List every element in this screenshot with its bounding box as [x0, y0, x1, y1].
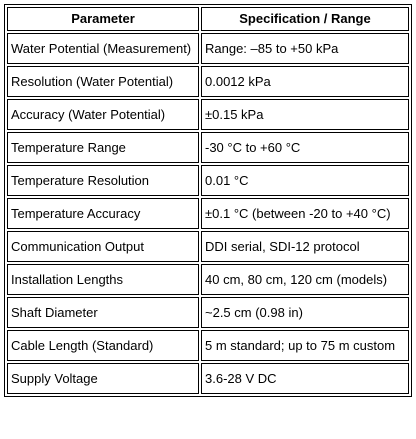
- spec-table-container: [4, 4, 412, 397]
- specification-cell: DDI serial, SDI-12 protocol: [201, 231, 409, 262]
- table-row: [7, 66, 409, 97]
- specification-cell: Range: –85 to +50 kPa: [201, 33, 409, 64]
- table-row: [7, 363, 409, 394]
- parameter-cell: Cable Length (Standard): [7, 330, 199, 361]
- specification-cell: 3.6-28 V DC: [201, 363, 409, 394]
- table-row: [7, 231, 409, 262]
- table-row: [7, 198, 409, 229]
- table-row: [7, 165, 409, 196]
- parameter-cell: Temperature Accuracy: [7, 198, 199, 229]
- parameter-cell: Temperature Resolution: [7, 165, 199, 196]
- specification-cell: 0.0012 kPa: [201, 66, 409, 97]
- table-header-row: [7, 7, 409, 31]
- parameter-cell: Supply Voltage: [7, 363, 199, 394]
- parameter-cell: Temperature Range: [7, 132, 199, 163]
- parameter-cell: Resolution (Water Potential): [7, 66, 199, 97]
- parameter-cell: Installation Lengths: [7, 264, 199, 295]
- table-row: [7, 297, 409, 328]
- spec-table: [5, 5, 411, 396]
- specification-cell: 5 m standard; up to 75 m custom: [201, 330, 409, 361]
- parameter-cell: Accuracy (Water Potential): [7, 99, 199, 130]
- parameter-cell: Water Potential (Measurement): [7, 33, 199, 64]
- specification-cell: 0.01 °C: [201, 165, 409, 196]
- table-row: [7, 99, 409, 130]
- parameter-cell: Shaft Diameter: [7, 297, 199, 328]
- header-parameter: Parameter: [7, 7, 199, 31]
- table-row: [7, 264, 409, 295]
- table-row: [7, 330, 409, 361]
- specification-cell: -30 °C to +60 °C: [201, 132, 409, 163]
- header-specification: Specification / Range: [201, 7, 409, 31]
- specification-cell: ~2.5 cm (0.98 in): [201, 297, 409, 328]
- table-row: [7, 33, 409, 64]
- table-row: [7, 132, 409, 163]
- specification-cell: ±0.15 kPa: [201, 99, 409, 130]
- specification-cell: ±0.1 °C (between -20 to +40 °C): [201, 198, 409, 229]
- parameter-cell: Communication Output: [7, 231, 199, 262]
- specification-cell: 40 cm, 80 cm, 120 cm (models): [201, 264, 409, 295]
